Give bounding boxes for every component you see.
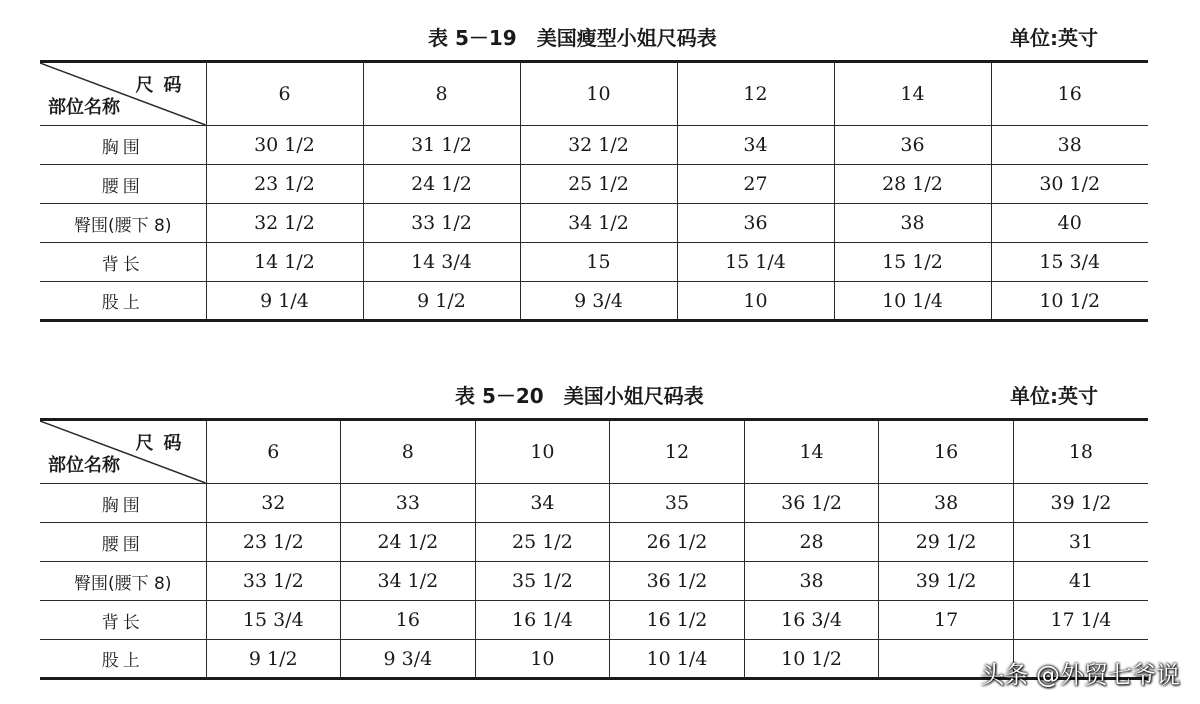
table2-unit: 单位:英寸 <box>1010 384 1098 408</box>
table-cell: 34 <box>677 126 834 165</box>
table-cell: 28 1/2 <box>834 165 991 204</box>
table-cell: 38 <box>879 484 1014 523</box>
row-label: 臀围(腰下 8) <box>40 204 206 243</box>
table-cell: 23 1/2 <box>206 165 363 204</box>
row-label: 胸围 <box>40 484 206 523</box>
table-cell: 34 1/2 <box>341 562 476 601</box>
table-row <box>40 562 1148 601</box>
table-cell: 9 1/2 <box>206 640 341 679</box>
table-row <box>40 282 1148 321</box>
table-cell: 17 1/4 <box>1013 601 1148 640</box>
row-label: 背长 <box>40 601 206 640</box>
table2-corner-top: 尺码 <box>135 433 192 454</box>
table-cell: 33 1/2 <box>206 562 341 601</box>
table-cell: 10 <box>475 640 610 679</box>
table-cell: 9 3/4 <box>520 282 677 321</box>
table-cell: 38 <box>991 126 1148 165</box>
table1-corner-bottom: 部位名称 <box>48 97 120 118</box>
table-row <box>40 601 1148 640</box>
table-cell: 31 1/2 <box>363 126 520 165</box>
table-cell: 27 <box>677 165 834 204</box>
table-cell: 25 1/2 <box>475 523 610 562</box>
size-header: 10 <box>475 420 610 484</box>
row-label: 胸围 <box>40 126 206 165</box>
table-cell: 16 3/4 <box>744 601 879 640</box>
table-row <box>40 484 1148 523</box>
table-cell: 33 <box>341 484 476 523</box>
table-cell: 31 <box>1013 523 1148 562</box>
table2-corner-cell <box>40 420 206 484</box>
table-cell: 9 1/2 <box>363 282 520 321</box>
size-header: 6 <box>206 62 363 126</box>
table1-title: 表 5－19 美国瘦型小姐尺码表 <box>428 26 717 50</box>
table-cell: 41 <box>1013 562 1148 601</box>
table-cell: 30 1/2 <box>206 126 363 165</box>
table-cell: 15 3/4 <box>991 243 1148 282</box>
table-cell: 10 1/2 <box>991 282 1148 321</box>
table-cell: 29 1/2 <box>879 523 1014 562</box>
table-cell: 32 <box>206 484 341 523</box>
table-cell: 17 <box>879 601 1014 640</box>
table-cell: 30 1/2 <box>991 165 1148 204</box>
table-row <box>40 165 1148 204</box>
table-cell: 36 <box>834 126 991 165</box>
table-cell: 15 1/4 <box>677 243 834 282</box>
table-cell: 32 1/2 <box>520 126 677 165</box>
row-label: 背长 <box>40 243 206 282</box>
size-header: 16 <box>991 62 1148 126</box>
table2 <box>40 418 1148 680</box>
table2-title: 表 5－20 美国小姐尺码表 <box>455 384 704 408</box>
table-cell: 14 3/4 <box>363 243 520 282</box>
table-cell: 14 1/2 <box>206 243 363 282</box>
row-label: 腰围 <box>40 523 206 562</box>
table-cell: 35 1/2 <box>475 562 610 601</box>
table-cell: 36 1/2 <box>610 562 745 601</box>
table-cell: 32 1/2 <box>206 204 363 243</box>
table-cell: 9 1/4 <box>206 282 363 321</box>
table-cell: 23 1/2 <box>206 523 341 562</box>
table-cell: 28 <box>744 523 879 562</box>
table-cell: 16 1/4 <box>475 601 610 640</box>
table1-corner-cell <box>40 62 206 126</box>
table1-unit: 单位:英寸 <box>1010 26 1098 50</box>
row-label: 股上 <box>40 282 206 321</box>
table1-caption <box>40 22 1148 52</box>
table-cell: 9 3/4 <box>341 640 476 679</box>
table-cell: 16 1/2 <box>610 601 745 640</box>
table-cell: 10 1/4 <box>610 640 745 679</box>
table-cell: 40 <box>991 204 1148 243</box>
size-header: 12 <box>610 420 745 484</box>
size-header: 8 <box>341 420 476 484</box>
table-row <box>40 243 1148 282</box>
row-label: 股上 <box>40 640 206 679</box>
size-header: 18 <box>1013 420 1148 484</box>
table-cell: 34 1/2 <box>520 204 677 243</box>
table-row <box>40 126 1148 165</box>
table-cell: 36 1/2 <box>744 484 879 523</box>
row-label: 臀围(腰下 8) <box>40 562 206 601</box>
watermark: 头条 @外贸七爷说 <box>980 661 1180 689</box>
size-header: 6 <box>206 420 341 484</box>
table-cell: 15 1/2 <box>834 243 991 282</box>
table2-corner-bottom: 部位名称 <box>48 455 120 476</box>
size-header: 12 <box>677 62 834 126</box>
table-cell: 25 1/2 <box>520 165 677 204</box>
row-label: 腰围 <box>40 165 206 204</box>
table-cell: 24 1/2 <box>363 165 520 204</box>
table1 <box>40 60 1148 322</box>
table-cell: 35 <box>610 484 745 523</box>
size-header: 10 <box>520 62 677 126</box>
table-cell: 16 <box>341 601 476 640</box>
table2-caption <box>40 380 1148 410</box>
size-header: 8 <box>363 62 520 126</box>
table-cell: 10 1/2 <box>744 640 879 679</box>
table-cell: 15 3/4 <box>206 601 341 640</box>
table-cell: 24 1/2 <box>341 523 476 562</box>
table2-header-row <box>40 420 1148 484</box>
table-cell: 10 1/4 <box>834 282 991 321</box>
table-cell: 26 1/2 <box>610 523 745 562</box>
size-header: 14 <box>744 420 879 484</box>
table-cell: 34 <box>475 484 610 523</box>
table-cell: 38 <box>834 204 991 243</box>
table-cell: 10 <box>677 282 834 321</box>
table-row <box>40 204 1148 243</box>
table-cell: 36 <box>677 204 834 243</box>
table-cell: 33 1/2 <box>363 204 520 243</box>
table-cell: 39 1/2 <box>1013 484 1148 523</box>
table1-header-row <box>40 62 1148 126</box>
table-cell: 39 1/2 <box>879 562 1014 601</box>
table-row <box>40 523 1148 562</box>
table-cell: 15 <box>520 243 677 282</box>
size-header: 14 <box>834 62 991 126</box>
table-cell: 38 <box>744 562 879 601</box>
size-header: 16 <box>879 420 1014 484</box>
table1-corner-top: 尺码 <box>135 75 192 96</box>
